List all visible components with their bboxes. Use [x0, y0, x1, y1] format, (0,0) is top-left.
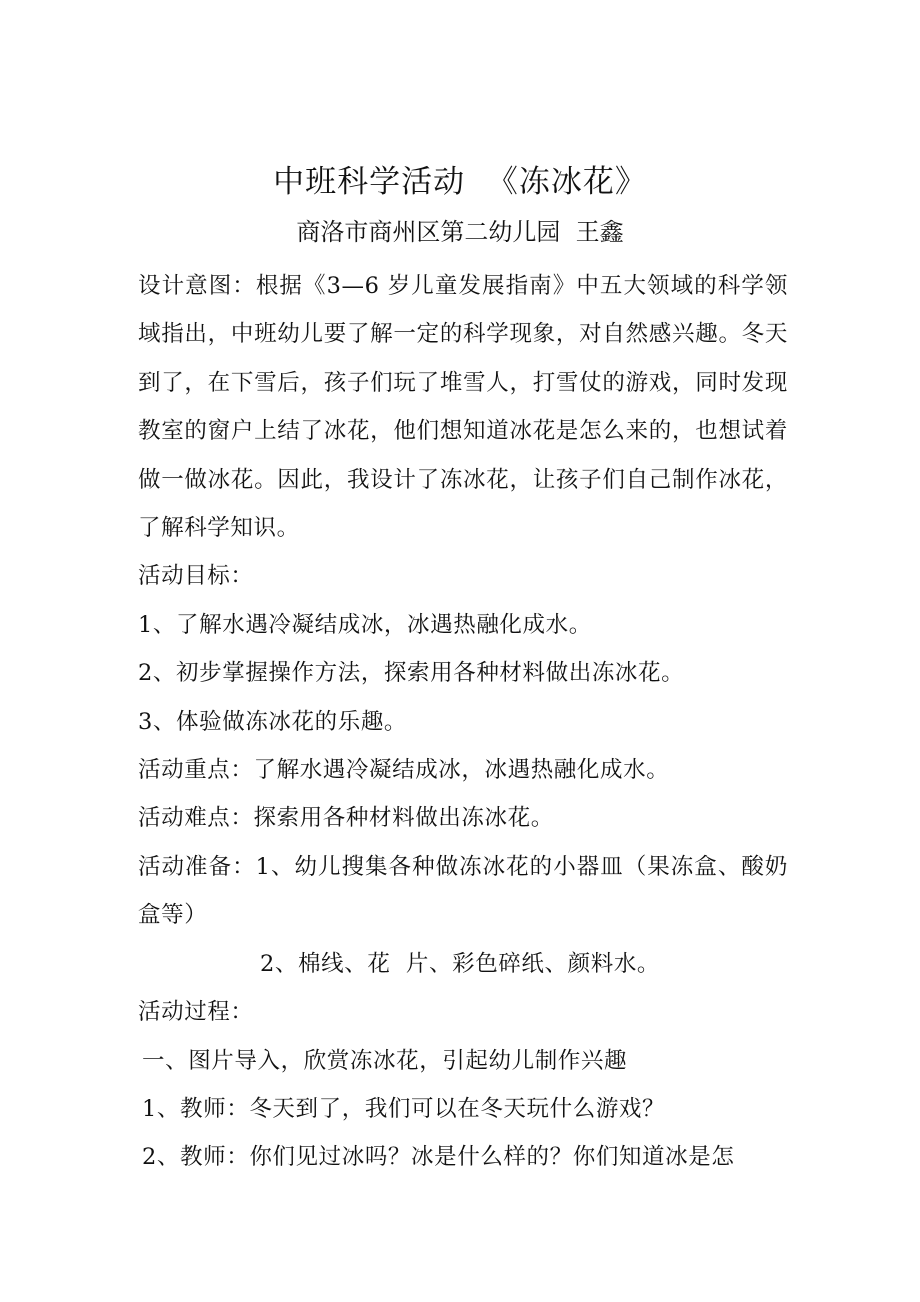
document-body — [138, 262, 788, 1182]
step-1-heading: 一、图片导入，欣赏冻冰花，引起幼儿制作兴趣 — [142, 1047, 628, 1074]
step-1-question-2: 2、教师：你们见过冰吗？冰是什么样的？你们知道冰是怎 — [142, 1144, 735, 1171]
step-1-question-1: 1、教师：冬天到了，我们可以在冬天玩什么游戏？ — [142, 1095, 666, 1122]
goal-item: 1、了解水遇冷凝结成冰，冰遇热融化成水。 — [138, 611, 592, 638]
document-title: 中班科学活动 《冻冰花》 — [273, 164, 647, 200]
goal-item: 3、体验做冻冰花的乐趣。 — [138, 708, 408, 735]
preparation-item-1: 活动准备：1、幼儿搜集各种做冻冰花的小器皿（果冻盒、酸奶盒等） — [138, 853, 788, 929]
goals-heading: 活动目标： — [138, 563, 254, 590]
process-heading: 活动过程： — [138, 999, 254, 1026]
preparation-item-2: 2、棉线、花 片、彩色碎纸、颜料水。 — [260, 950, 661, 977]
design-intent-paragraph: 设计意图：根据《3—6 岁儿童发展指南》中五大领域的科学领域指出，中班幼儿要了解一定的科学现象，对自然感兴趣。冬天到了，在下雪后，孩子们玩了堆雪人，打雪仗的游戏，同时发现教室的窗户上结了冰花，他们想知道冰花是怎么来的，也想试着做一做冰花。因此，我设计了冻冰花，让孩子们自己制作冰花，了解科学知识。 — [138, 273, 788, 542]
key-point: 活动重点：了解水遇冷凝结成冰，冰遇热融化成水。 — [138, 757, 670, 784]
document-author: 商洛市商州区第二幼儿园 王鑫 — [296, 218, 624, 246]
goal-item: 2、初步掌握操作方法，探索用各种材料做出冻冰花。 — [138, 660, 685, 687]
difficulty: 活动难点：探索用各种材料做出冻冰花。 — [138, 805, 554, 832]
